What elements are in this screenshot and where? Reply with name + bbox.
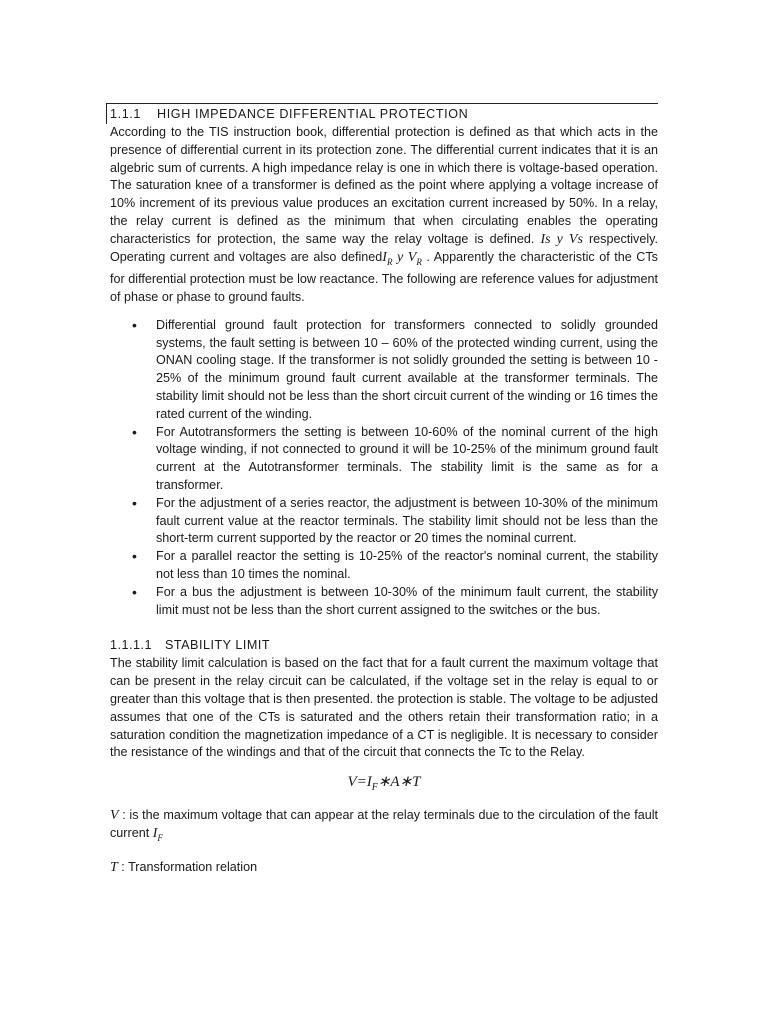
is-vs-symbol: Is y Vs [540, 231, 583, 247]
section-number: 1.1.1 [110, 107, 142, 121]
section-title: HIGH IMPEDANCE DIFFERENTIAL PROTECTION [157, 107, 469, 121]
v-symbol: V [110, 807, 119, 823]
voltage-formula: $V=I_F∗A∗T$ [347, 774, 421, 794]
intro-text: According to the TIS instruction book, differential protection is defined as that which acts in the presence of differential current in its protection zone. The differential current indicates that it is an algebric sum of currents. A high impedance relay is one in which there is voltage-based operation. The saturation knee of a transformer is defined as the point where applying a voltage increase of 10% increment of its previous value produces an excitation current increased by 50%. In a relay, the relay current is defined as the minimum that when circulating enables the operating characteristics for protection, the same way the relay voltage is defined. [110, 125, 658, 246]
bullet-icon: • [132, 423, 137, 440]
subsection-number: 1.1.1.1 [110, 638, 153, 653]
stability-paragraph: The stability limit calculation is based on the fact that for a fault current the maximum voltage that can be present in the relay circuit can be calculated, if the voltage set in the relay is equal to or greater than this voltage that is then presented. the protection is stable. The voltage to be adjusted assumes that one of the CTs is saturated and the others retain their transformation ratio; in a saturation condition the magnetization impedance of a CT is negligible. It is necessary to consider the resistance of the windings and that of the circuit that connects the Tc to the Relay. [110, 656, 658, 760]
adjustment-list [110, 317, 658, 620]
y-word: y [392, 249, 408, 265]
intro-text-3: . Apparently the characteristic of the CTs for differential protection must be low reactance. The following are reference values for adjustment of phase or phase to ground faults. [110, 249, 658, 304]
intro-text-2: respectively. Operating current and voltages are also defined [110, 231, 659, 264]
if-symbol: $I_F$ [152, 825, 163, 843]
bullet-icon: • [132, 316, 137, 333]
definition-t: T : Transformation relation [110, 860, 258, 876]
document-page [110, 103, 658, 877]
list-item: • For a bus the adjustment is between 10-30% of the minimum fault current, the stability limit must not be less than the short current assigned to the switches or the bus. [132, 583, 658, 617]
list-item: • For a parallel reactor the setting is 10-25% of the reactor's nominal current, the stability not less than 10 times the nominal. [132, 548, 658, 581]
list-item: • For the adjustment of a series reactor, the adjustment is between 10-30% of the minimum fault current value at the reactor terminals. The stability limit should not be less than the short-term current supported by the reactor or 20 times the nominal current. [132, 494, 658, 546]
bullet-icon: • [132, 548, 137, 565]
bullet-icon: • [132, 583, 137, 600]
intro-paragraph [110, 124, 658, 307]
ir-symbol: $I_R$ [382, 249, 393, 267]
section-heading [106, 103, 658, 124]
t-symbol: T [110, 860, 118, 876]
list-item: • Differential ground fault protection for transformers connected to solidly grounded systems, the fault setting is between 10 – 60% of the protected winding current, using the ONAN cooling stage. If the transformer is not solidly grounded the setting is between 10 - 25% of the minimum ground fault current available at the transformer terminals. The stability limit should not be less than the short circuit current of the winding or 16 times the rated current of the winding. [132, 316, 658, 421]
list-item: • For Autotransformers the setting is between 10-60% of the nominal current of the high voltage winding, if not connected to ground it will be 10-25% of the minimum ground fault current at the Autotransformer terminals. The stability limit is the same as for a transformer. [132, 423, 658, 492]
bullet-icon: • [132, 494, 137, 511]
subsection-heading [110, 637, 658, 655]
subsection-title: STABILITY LIMIT [165, 638, 271, 653]
definition-v: V : is the maximum voltage that can appear at the relay terminals due to the circulation of the fault current $I_F$ [110, 807, 658, 843]
vr-symbol: $V_R$ [407, 249, 422, 267]
